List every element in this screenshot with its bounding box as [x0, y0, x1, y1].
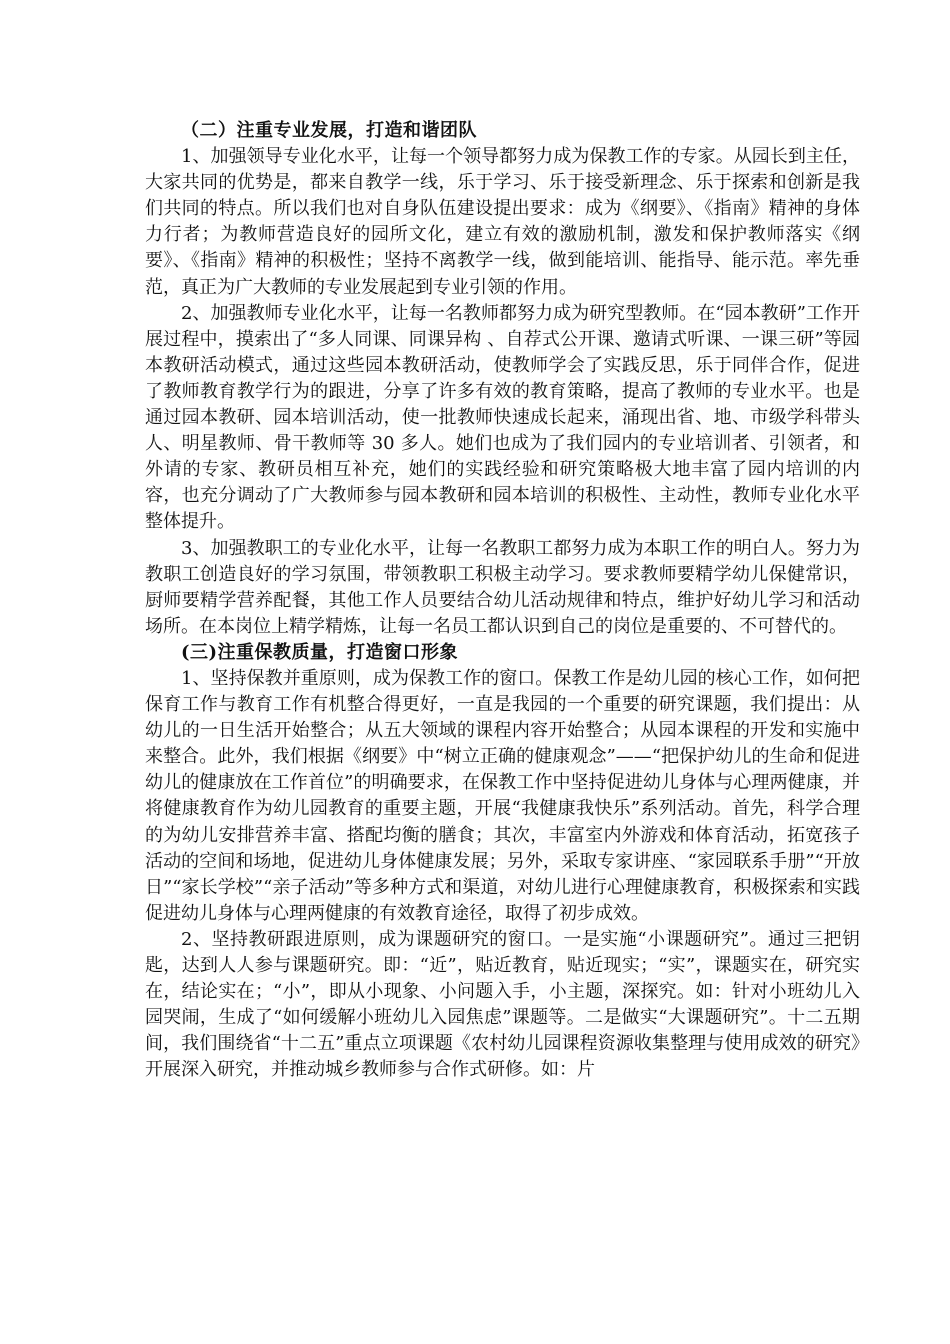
paragraph-2-3: 3、加强教职工的专业化水平，让每一名教职工都努力成为本职工作的明白人。努力为教职工创造良好的学习氛围，带领教职工积极主动学习。要求教师要精学幼儿保健常识，厨师要精学营养配餐，其他工作人员要结合幼儿活动规律和特点，维护好幼儿学习和活动场所。在本岗位上精学精炼，让每一名员工都认识到自己的岗位是重要的、不可替代的。	[145, 537, 860, 637]
paragraph-2-2: 2、加强教师专业化水平，让每一名教师都努力成为研究型教师。在“园本教研”工作开展过程中，摸索出了“多人同课、同课异构 、自荐式公开课、邀请式听课、一课三研”等园本教研活动模式，通过这些园本教研活动，使教师学会了实践反思，乐于同伴合作，促进了教师教育教学行为的跟进，分享了许多有效的教育策略，提高了教师的专业水平。也是通过园本教研、园本培训活动，使一批教师快速成长起来，涌现出省、地、市级学科带头人、明星教师、骨干教师等 30 多人。她们也成为了我们园内的专业培训者、引领者，和外请的专家、教研员相互补充，她们的实践经验和研究策略极大地丰富了园内培训的内容，也充分调动了广大教师参与园本教研和园本培训的积极性、主动性，教师专业化水平整体提升。	[145, 302, 860, 533]
paragraph-3-2: 2、坚持教研跟进原则，成为课题研究的窗口。一是实施“小课题研究”。通过三把钥匙，达到人人参与课题研究。即：“近”，贴近教育，贴近现实；“实”，课题实在，研究实在，结论实在；“小”，即从小现象、小问题入手，小主题，深探究。如：针对小班幼儿入园哭闹，生成了“如何缓解小班幼儿入园焦虑”课题等。二是做实“大课题研究”。十二五期间，我们围绕省“十二五”重点立项课题《农村幼儿园课程资源收集整理与使用成效的研究》开展深入研究，并推动城乡教师参与合作式研修。如：片	[145, 928, 860, 1081]
paragraph-3-1: 1、坚持保教并重原则，成为保教工作的窗口。保教工作是幼儿园的核心工作，如何把保育工作与教育工作有机整合得更好，一直是我园的一个重要的研究课题，我们提出：从幼儿的一日生活开始整合；从五大领域的课程内容开始整合；从园本课程的开发和实施中来整合。此外，我们根据《纲要》中“树立正确的健康观念”——“把保护幼儿的生命和促进幼儿的健康放在工作首位”的明确要求，在保教工作中坚持促进幼儿身体与心理两健康，并将健康教育作为幼儿园教育的重要主题，开展“我健康我快乐”系列活动。首先，科学合理的为幼儿安排营养丰富、搭配均衡的膳食；其次，丰富室内外游戏和体育活动，拓宽孩子活动的空间和场地，促进幼儿身体健康发展；另外，采取专家讲座、“家园联系手册”“开放日”“家长学校”“亲子活动”等多种方式和渠道，对幼儿进行心理健康教育，积极探索和实践促进幼儿身体与心理两健康的有效教育途径，取得了初步成效。	[145, 667, 860, 924]
paragraph-2-1: 1、加强领导专业化水平，让每一个领导都努力成为保教工作的专家。从园长到主任，大家共同的优势是，都来自教学一线，乐于学习、乐于接受新理念、乐于探索和创新是我们共同的特点。所以我们也对自身队伍建设提出要求：成为《纲要》、《指南》精神的身体力行者；为教师营造良好的园所文化，建立有效的激励机制，激发和保护教师落实《纲要》、《指南》精神的积极性；坚持不离教学一线，做到能培训、能指导、能示范。率先垂范，真正为广大教师的专业发展起到专业引领的作用。	[145, 146, 860, 298]
section-heading-2: （二）注重专业发展，打造和谐团队	[181, 120, 477, 141]
section-heading-3: (三)注重保教质量，打造窗口形象	[181, 641, 459, 663]
document-body	[145, 118, 860, 1083]
